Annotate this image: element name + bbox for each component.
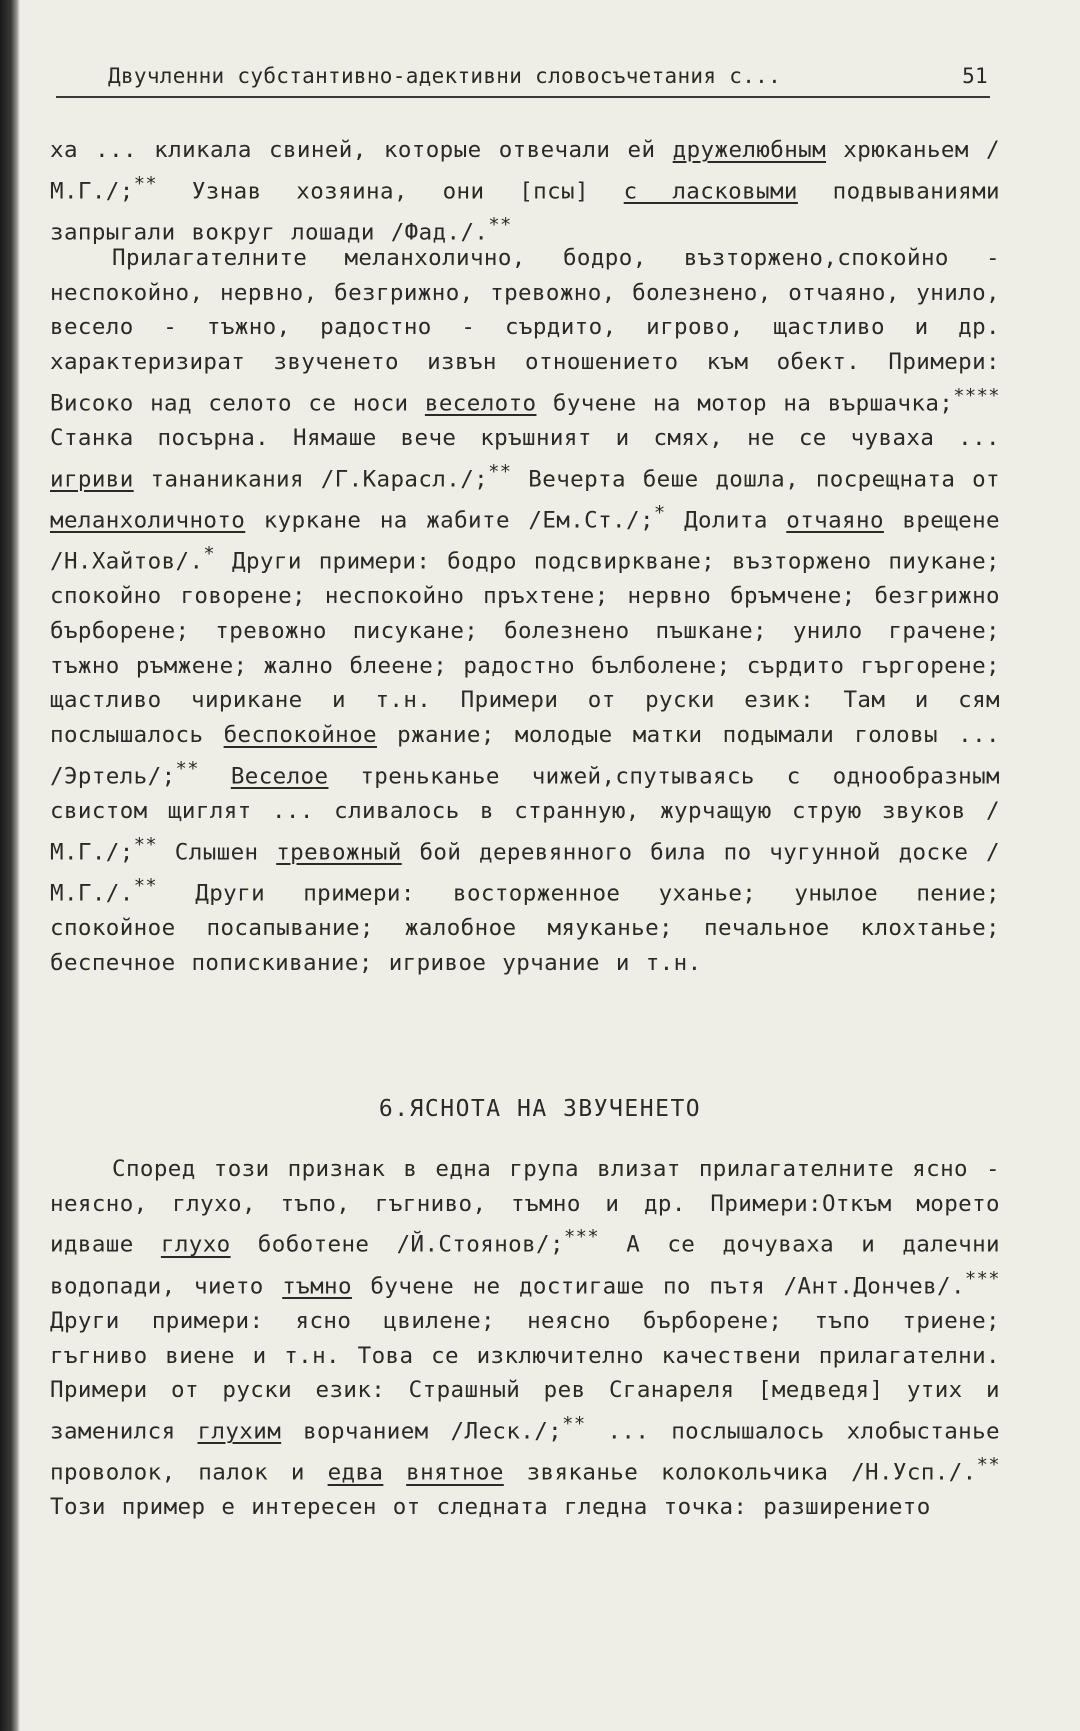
page-number: 51 — [962, 64, 988, 88]
text-run: куркане на жабите /Ем.Ст./; — [245, 507, 654, 534]
text-run: бой деревянного била по чугунной доске /М.Г./. — [50, 839, 1000, 907]
footnote-marker: *** — [563, 1227, 600, 1249]
underlined-word: глухо — [160, 1231, 231, 1258]
text-run: ворчанием /Леск./; — [281, 1418, 563, 1445]
underlined-word: отчаяно — [786, 507, 884, 534]
underlined-word: тревожный — [276, 839, 402, 866]
text-run: звяканье колокольчика /Н.Усп./. — [503, 1459, 977, 1486]
underlined-word: едва — [327, 1459, 384, 1486]
text-run: врещене /Н.Хайтов/. — [50, 507, 1000, 575]
text-run: Други примери: бодро подсвиркване; възторжено пиукане; спокойно говорене; неспокойно пръхтене; нервно бръмчене; безгрижно бърборене; тревожно писукане; болезнено пъшкане; унило грачене; тъжно ръмжене; жално блеене; радостно бълболене; сърдито гъргорене; щастливо чирикане и т.н. Примери от руски език: Там и сям послышалось — [50, 548, 1000, 749]
text-run: Вечерта беше дошла, посрещната от — [511, 466, 1001, 493]
paragraph-3 — [50, 1152, 1000, 1525]
text-run: ха ... кликала свиней, которые отвечали ей — [50, 137, 673, 163]
footnote-marker: * — [653, 502, 666, 524]
underlined-word: веселото — [424, 390, 537, 417]
text-run: тананикания /Г.Карасл./; — [133, 466, 489, 493]
underlined-word: дружелюбным — [672, 137, 827, 163]
text-run: Долита — [665, 507, 787, 534]
text-run: ... послышалось хлобыстанье проволок, палок и — [50, 1418, 1000, 1486]
running-header — [108, 64, 988, 88]
text-run: подвываниями запрыгали вокруг лошади /Фад./. — [50, 178, 1000, 246]
text-run: бучене на мотор на вършачка; — [536, 390, 954, 417]
text-run: Този пример е интересен от следната гледна точка: разширението — [50, 1494, 931, 1521]
footnote-marker: ** — [562, 1413, 586, 1435]
text-run: ржание; молодые матки подымали головы ... /Эртель/; — [50, 722, 1000, 790]
footnote-marker: ** — [133, 173, 158, 195]
paragraph-2 — [50, 241, 1000, 981]
footnote-marker: ** — [488, 214, 512, 236]
underlined-word: внятное — [406, 1459, 504, 1486]
footnote-marker: ** — [133, 834, 158, 856]
footnote-marker: * — [203, 544, 216, 566]
underlined-word: беспокойное — [223, 722, 377, 749]
text-run: бучене не достигаше по пътя /Ант.Дончев/. — [351, 1273, 965, 1300]
text-run: Прилагателните меланхолично, бодро, възторжено,спокойно - неспокойно, нервно, безгрижно, тревожно, болезнено, отчаяно, унило, весело - тъжно, радостно - сърдито, игрово, щастливо и др. характеризират звученето извън отношението към обект. Примери: Високо над селото се носи — [50, 245, 1000, 417]
footnote-marker: ** — [488, 461, 512, 483]
text-run: треньканье чижей,спутываясь с однообразным свистом щиглят ... сливалось в странную, журчащую струю звуков /М.Г./; — [50, 763, 1000, 866]
text-run — [383, 1460, 406, 1486]
text-run: Узнав хозяина, они [псы] — [157, 178, 624, 205]
underlined-word: Веселое — [230, 763, 329, 790]
footnote-marker: ** — [133, 875, 158, 897]
text-run: Според този признак в една група влизат прилагателните ясно - неясно, глухо, тъпо, гъгниво, тъмно и др. Примери:Откъм морето идваше — [50, 1156, 1000, 1258]
underlined-word: игриви — [50, 466, 134, 493]
underlined-word: глухим — [197, 1418, 282, 1445]
footnote-marker: ** — [175, 758, 199, 780]
text-run: хрюканьем /М.Г./; — [50, 137, 1000, 205]
text-run: Други примери: ясно цвилене; неясно бърборене; тъпо триене; гъгниво виене и т.н. Това се изключително качествени прилагателни. Примери от руски език: Страшный рев Сганареля [медведя] утих и заменился — [50, 1307, 1000, 1445]
underlined-word: с ласковыми — [623, 178, 798, 205]
footnote-marker: ** — [976, 1455, 1001, 1477]
running-title: Двучленни субстантивно-адективни словосъчетания с... — [108, 64, 782, 88]
text-run: Други примери: восторженное уханье; унылое пение; спокойное посапывание; жалобное мяуканье; печальное клохтанье; беспечное попискивание; игривое урчание и т.н. — [50, 880, 1000, 976]
text-run: Слышен — [157, 839, 277, 866]
text-run: боботене /Й.Стоянов/; — [230, 1231, 564, 1258]
text-run: Станка посърна. Нямаше вече кръшният и смях, не се чуваха ... — [50, 425, 1000, 452]
footnote-marker: *** — [964, 1268, 1000, 1290]
underlined-word: меланхоличното — [50, 507, 246, 534]
footnote-marker: **** — [953, 385, 1000, 407]
underlined-word: тъмно — [282, 1273, 352, 1300]
text-run: А се дочуваха и далечни водопади, чието — [50, 1231, 1000, 1300]
paragraph-1 — [50, 133, 1000, 250]
text-run — [199, 763, 231, 789]
header-rule — [56, 96, 990, 98]
section-heading: 6.ЯСНОТА НА ЗВУЧЕНЕТО — [378, 1096, 702, 1122]
